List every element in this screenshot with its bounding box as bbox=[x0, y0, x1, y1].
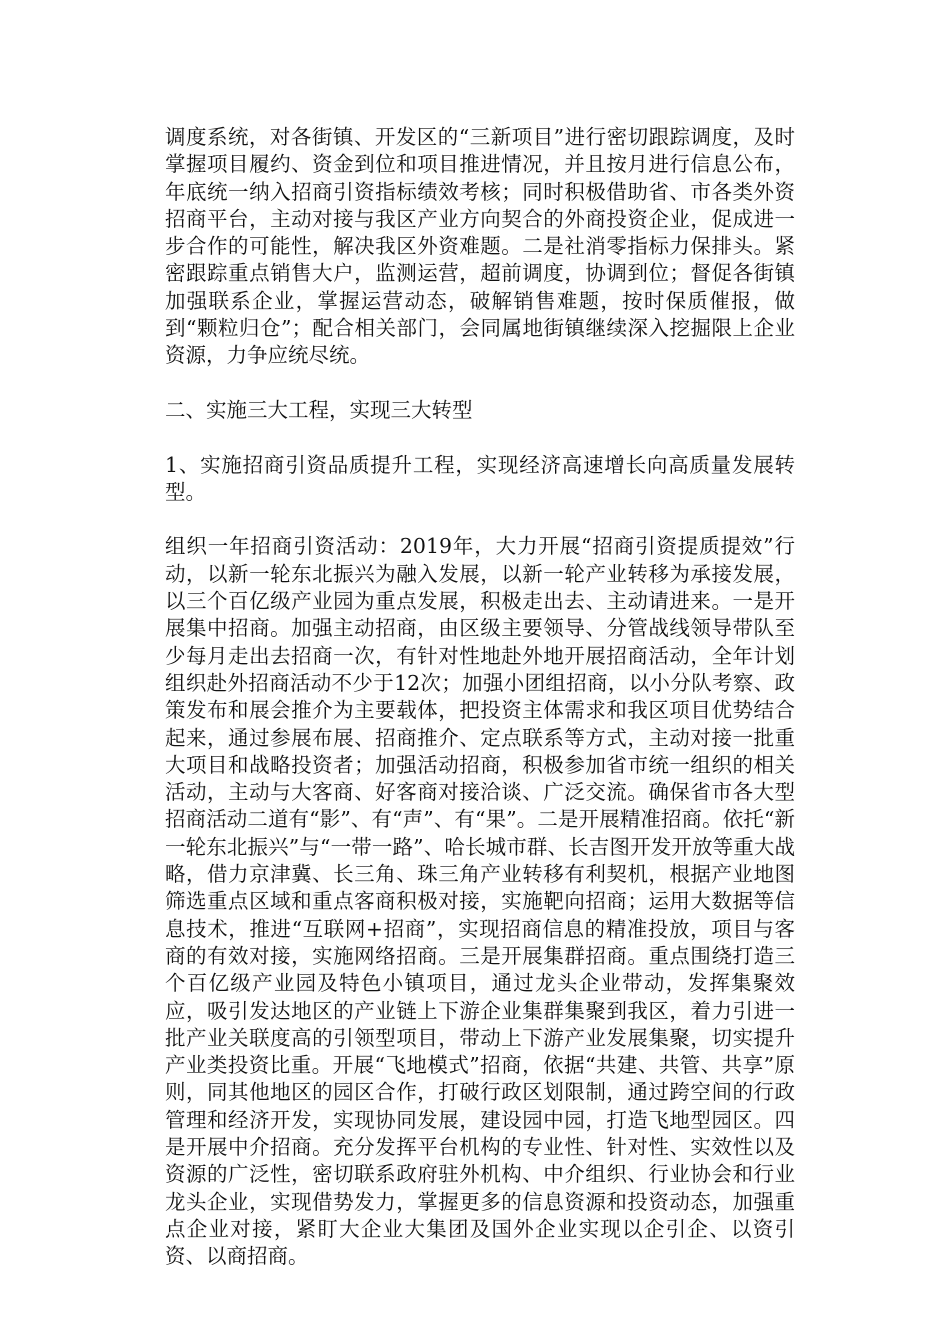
subsection-heading: 1、实施招商引资品质提升工程，实现经济高速增长向高质量发展转型。 bbox=[165, 452, 795, 504]
section-heading: 二、实施三大工程，实现三大转型 bbox=[165, 397, 473, 422]
paragraph-continuation: 调度系统，对各街镇、开发区的“三新项目”进行密切跟踪调度，及时掌握项目履约、资金到位和项目推进情况，并且按月进行信息公布，年底统一纳入招商引资指标绩效考核；同时积极借助省、市各类外资招商平台，主动对接与我区产业方向契合的外商投资企业，促成进一步合作的可能性，解决我区外资难题。二是社消零指标力保排头。紧密跟踪重点销售大户，监测运营，超前调度，协调到位；督促各街镇加强联系企业，掌握运营动态，破解销售难题，按时保质催报，做到“颗粒归仓”；配合相关部门，会同属地街镇继续深入挖掘限上企业资源，力争应统尽统。 bbox=[165, 125, 795, 368]
paragraph-body: 组织一年招商引资活动：2019年，大力开展“招商引资提质提效”行动，以新一轮东北振兴为融入发展，以新一轮产业转移为承接发展，以三个百亿级产业园为重点发展，积极走出去、主动请进来。一是开展集中招商。加强主动招商，由区级主要领导、分管战线领导带队至少每月走出去招商一次，有针对性地赴外地开展招商活动，全年计划组织赴外招商活动不少于12次；加强小团组招商，以小分队考察、政策发布和展会推介为主要载体，把投资主体需求和我区项目优势结合起来，通过参展布展、招商推介、定点联系等方式，主动对接一批重大项目和战略投资者；加强活动招商，积极参加省市统一组织的相关活动，主动与大客商、好客商对接洽谈、广泛交流。确保省市各大型招商活动二道有“影”、有“声”、有“果”。二是开展精准招商。依托“新一轮东北振兴”与“一带一路”、哈长城市群、长吉图开发开放等重大战略，借力京津冀、长三角、珠三角产业转移有利契机，根据产业地图筛选重点区域和重点客商积极对接，实施靶向招商；运用大数据等信息技术，推进“互联网+招商”，实现招商信息的精准投放，项目与客商的有效对接，实施网络招商。三是开展集群招商。重点围绕打造三个百亿级产业园及特色小镇项目，通过龙头企业带动，发挥集聚效应，吸引发达地区的产业链上下游企业集群集聚到我区，着力引进一批产业关联度高的引领型项目，带动上下游产业发展集聚，切实提升产业类投资比重。开展“飞地模式”招商，依据“共建、共管、共享”原则，同其他地区的园区合作，打破行政区划限制，通过跨空间的行政管理和经济开发，实现协同发展，建设园中园，打造飞地型园区。四是开展中介招商。充分发挥平台机构的专业性、针对性、实效性以及资源的广泛性，密切联系政府驻外机构、中介组织、行业协会和行业龙头企业，实现借势发力，掌握更多的信息资源和投资动态，加强重点企业对接，紧盯大企业大集团及国外企业实现以企引企、以资引资、以商招商。 bbox=[165, 534, 795, 1269]
document-body bbox=[165, 124, 795, 1270]
